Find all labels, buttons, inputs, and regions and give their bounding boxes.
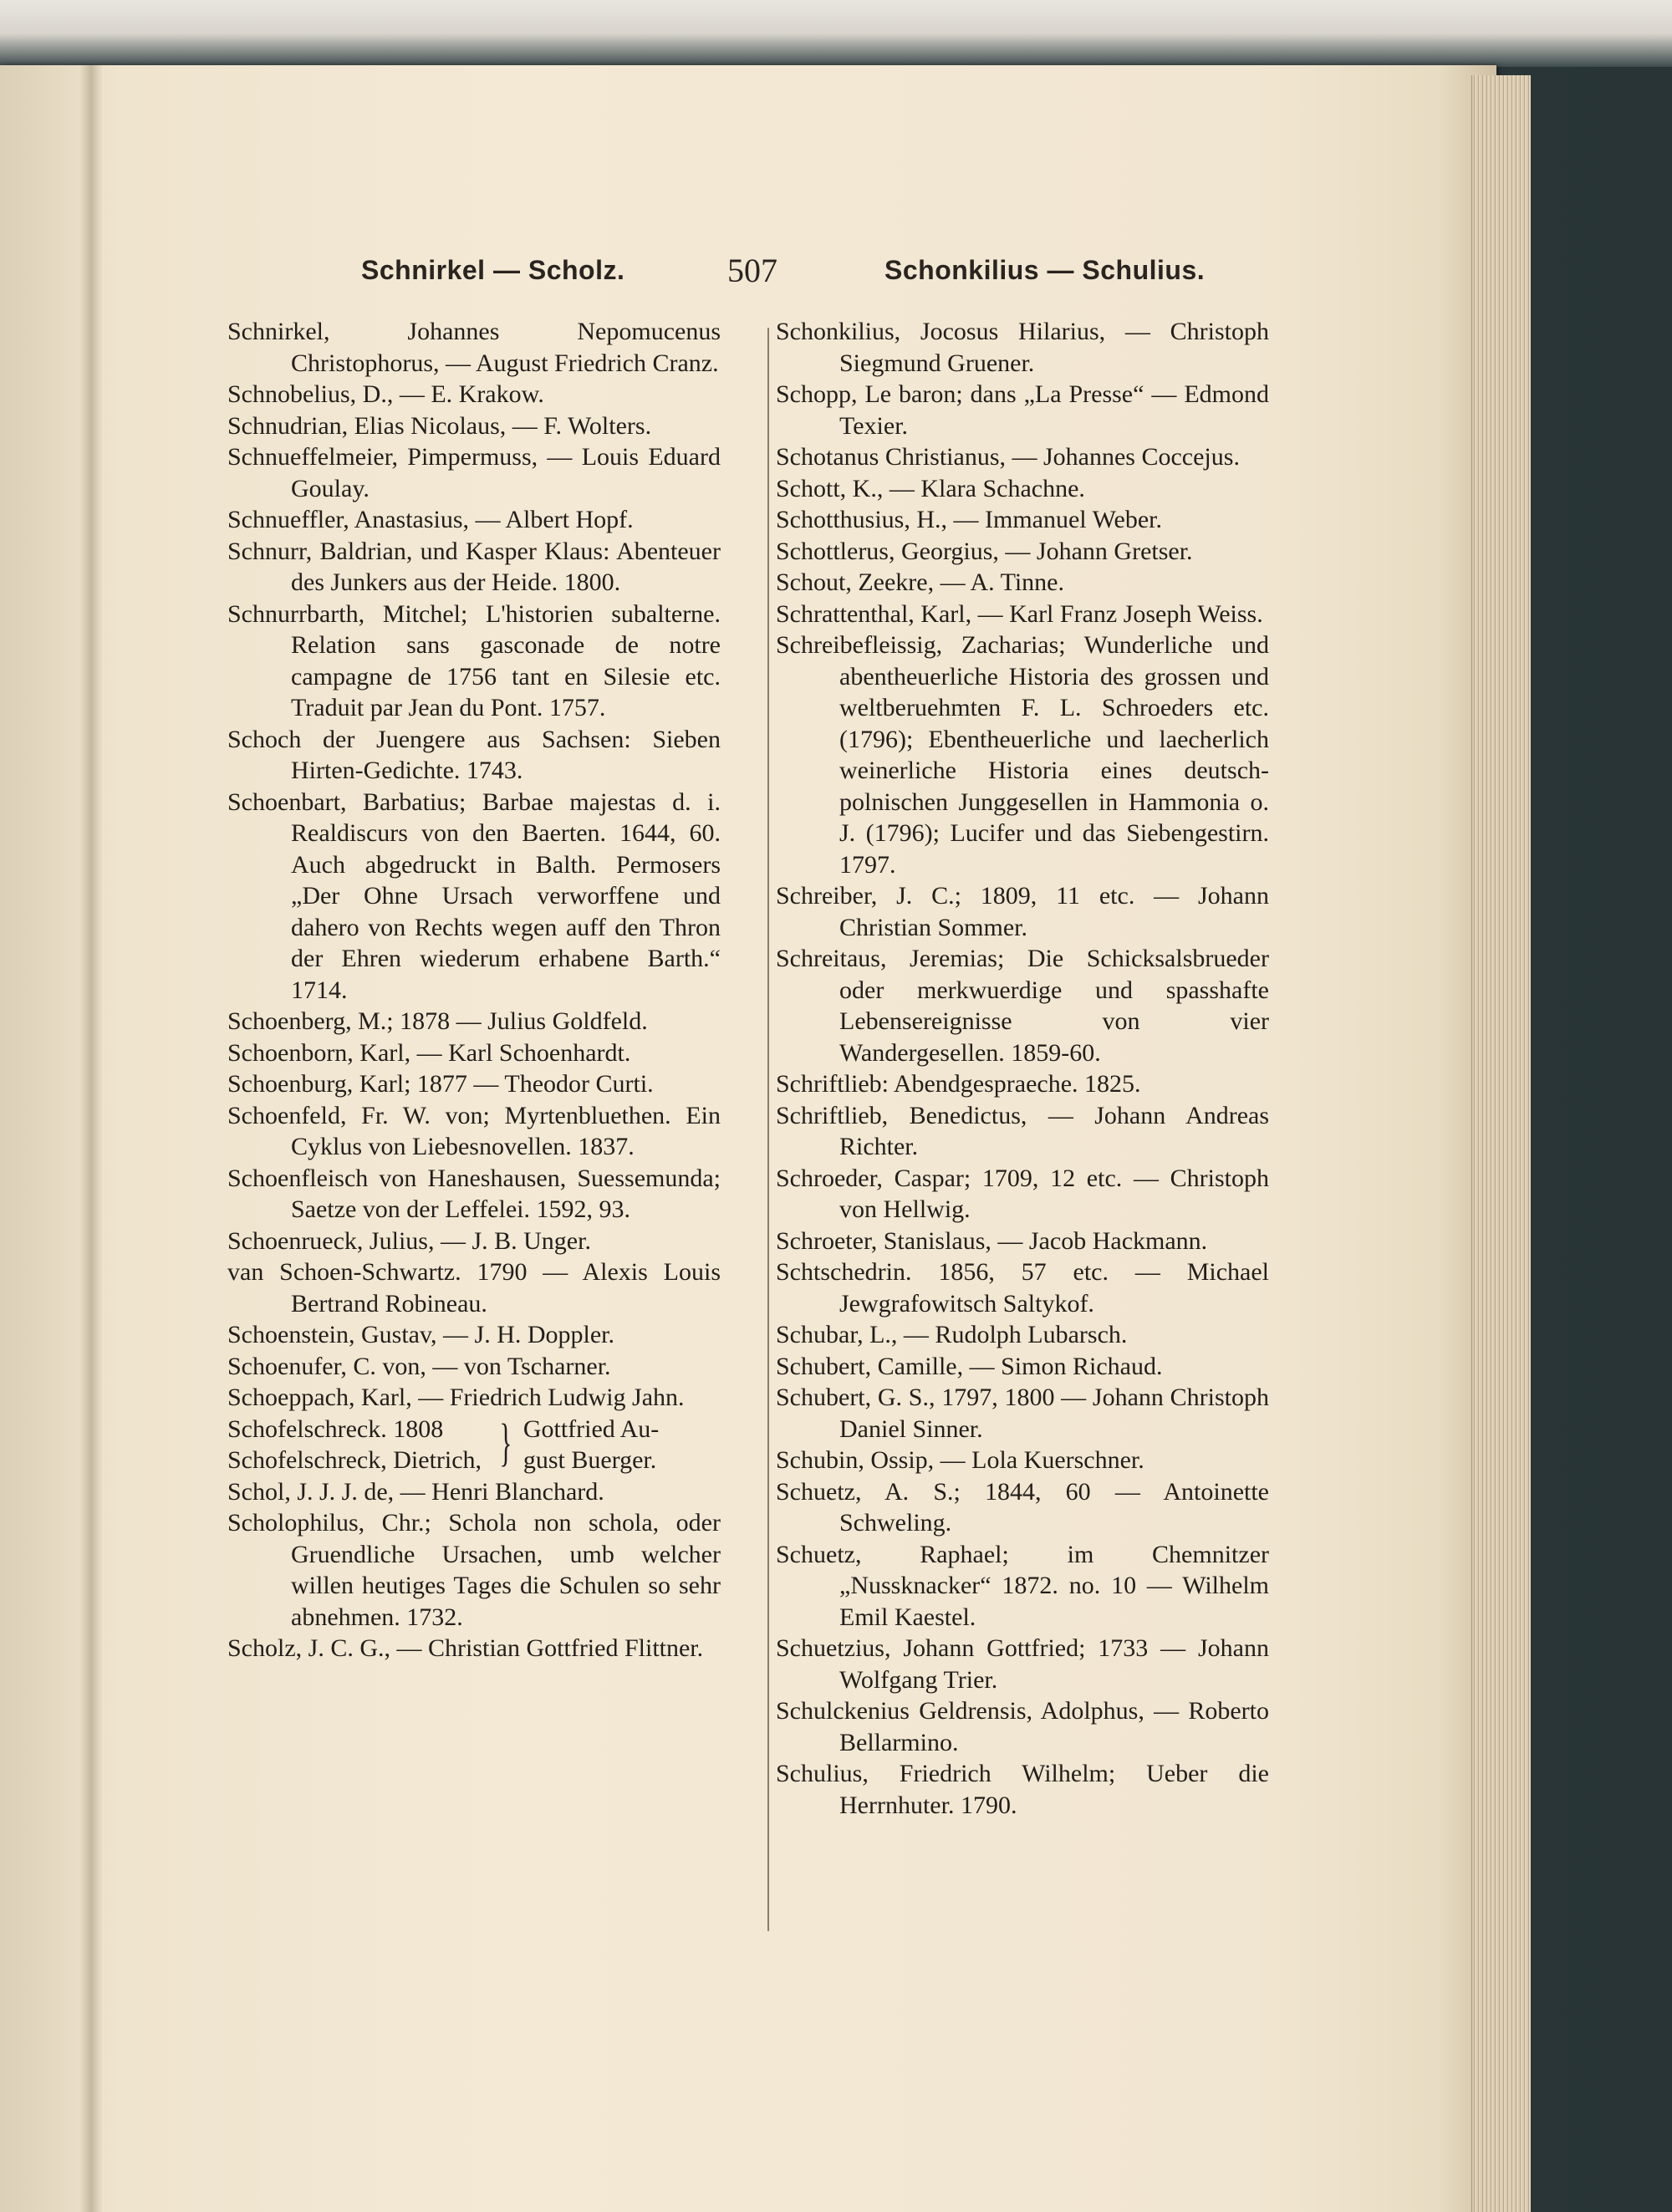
register-entry: Schonkilius, Jocosus Hilarius, — Christoph Siegmund Gruener. <box>776 318 1269 377</box>
register-entry: Schol, J. J. J. de, — Henri Blanchard. <box>227 1477 604 1506</box>
register-entry: Schoenrueck, Julius, — J. B. Unger. <box>227 1226 591 1255</box>
brace-names <box>227 1414 482 1476</box>
register-entry: Schopp, Le baron; dans „La Presse“ — Edmond Texier. <box>776 380 1269 440</box>
register-entry: Schoenfeld, Fr. W. von; Myrtenbluethen. Ein Cyklus von Liebesnovellen. 1837. <box>227 1101 721 1160</box>
register-entry: Scholophilus, Chr.; Schola non schola, oder Gruendliche Ursachen, umb welcher willen heutiges Tages die Schulen so sehr abnehmen. 1732. <box>227 1509 721 1631</box>
register-entry: Schottlerus, Georgius, — Johann Gretser. <box>776 537 1193 565</box>
register-entry: Schubert, G. S., 1797, 1800 — Johann Christoph Daniel Sinner. <box>776 1384 1269 1443</box>
register-entry: Schnurrbarth, Mitchel; L'historien subalterne. Relation sans gasconade de notre campagne de 1756 tant en Silesie etc. Traduit par Jean du Pont. 1757. <box>227 599 721 721</box>
register-entry: Schubar, L., — Rudolph Lubarsch. <box>776 1321 1128 1348</box>
register-entry: Schreibefleissig, Zacharias; Wunderliche und abentheuerliche Historia des grossen und weltberuehmten F. L. Schroeders etc. (1796); Ebentheuerliche und laecherlich weinerliche Historia eines deutsch-polnischen Junggesellen in Hammonia o. J. (1796); Lucifer und das Siebengestirn. 1797. <box>776 631 1269 879</box>
register-entry: Schreiber, J. C.; 1809, 11 etc. — Johann Christian Sommer. <box>776 882 1269 941</box>
register-entry: Schtschedrin. 1856, 57 etc. — Michael Jewgrafowitsch Saltykof. <box>776 1258 1269 1318</box>
register-entry: Schuetz, Raphael; im Chemnitzer „Nussknacker“ 1872. no. 10 — Wilhelm Emil Kaestel. <box>776 1540 1269 1631</box>
register-entry: Schreitaus, Jeremias; Die Schicksalsbrueder oder merkwuerdige und spasshafte Lebensereignisse von vier Wandergesellen. 1859-60. <box>776 945 1269 1067</box>
page-paper <box>0 65 1496 2212</box>
register-entry: Schnueffelmeier, Pimpermuss, — Louis Eduard Goulay. <box>227 443 721 502</box>
register-entry: Schriftlieb, Benedictus, — Johann Andreas Richter. <box>776 1101 1269 1160</box>
register-entry: Schriftlieb: Abendgespraeche. 1825. <box>776 1070 1141 1098</box>
brace-target-line: Gottfried Au- <box>522 1414 660 1443</box>
register-entry: Schulckenius Geldrensis, Adolphus, — Roberto Bellarmino. <box>776 1697 1269 1756</box>
page-edges <box>1471 75 1531 2212</box>
right-entries <box>776 316 1269 1821</box>
register-entry: van Schoen-Schwartz. 1790 — Alexis Louis Bertrand Robineau. <box>227 1258 721 1318</box>
register-entry: Schnueffler, Anastasius, — Albert Hopf. <box>227 506 634 533</box>
register-entry: Schubert, Camille, — Simon Richaud. <box>776 1352 1163 1380</box>
register-entry: Schotanus Christianus, — Johannes Coccejus. <box>776 443 1240 471</box>
register-entry: Schrattenthal, Karl, — Karl Franz Joseph Weiss. <box>776 599 1263 628</box>
register-entry: Schnobelius, D., — E. Krakow. <box>227 380 544 408</box>
brace-target <box>523 1414 721 1476</box>
page-number: 507 <box>727 252 777 289</box>
register-entry: Schroeter, Stanislaus, — Jacob Hackmann. <box>776 1226 1208 1255</box>
register-entry: Schoenufer, C. von, — von Tscharner. <box>227 1352 611 1380</box>
register-entry: Schnudrian, Elias Nicolaus, — F. Wolters. <box>227 411 652 440</box>
brace-target-line: gust Buerger. <box>522 1446 657 1474</box>
register-entry: Schubin, Ossip, — Lola Kuerschner. <box>776 1446 1144 1474</box>
left-column <box>227 316 721 1664</box>
brace-name-line: Schofelschreck. 1808 <box>227 1414 444 1443</box>
brace-name-line: Schofelschreck, Dietrich, <box>227 1446 482 1474</box>
running-header-left: Schnirkel — Scholz. <box>361 255 625 285</box>
left-after-entries <box>227 1476 721 1664</box>
register-entry: Schoenbart, Barbatius; Barbae majestas d. i. Realdiscurs von den Baerten. 1644, 60. Auch abgedruckt in Balth. Permosers „Der Ohne Ursach verworffene und dahero von Rechts wegen auff den Thron der Ehren wiederum erhabene Barth.“ 1714. <box>227 787 721 1004</box>
right-column <box>776 316 1269 1821</box>
register-entry: Schnirkel, Johannes Nepomucenus Christophorus, — August Friedrich Cranz. <box>227 318 721 377</box>
register-entry: Schuetzius, Johann Gottfried; 1733 — Johann Wolfgang Trier. <box>776 1634 1269 1694</box>
register-entry: Schoenstein, Gustav, — J. H. Doppler. <box>227 1321 615 1348</box>
column-divider <box>767 328 769 1931</box>
register-entry: Schroeder, Caspar; 1709, 12 etc. — Christoph von Hellwig. <box>776 1164 1269 1223</box>
curly-brace-icon: } <box>499 1414 512 1471</box>
register-entry: Schoenfleisch von Haneshausen, Suessemunda; Saetze von der Leffelei. 1592, 93. <box>227 1164 721 1223</box>
register-entry: Schoch der Juengere aus Sachsen: Sieben Hirten-Gedichte. 1743. <box>227 725 721 784</box>
register-entry: Schoenberg, M.; 1878 — Julius Goldfeld. <box>227 1007 648 1035</box>
register-entry: Schotthusius, H., — Immanuel Weber. <box>776 506 1162 533</box>
book-cover-top <box>0 0 1672 67</box>
register-entry: Schoeppach, Karl, — Friedrich Ludwig Jahn. <box>227 1384 685 1411</box>
register-entry: Schout, Zeekre, — A. Tinne. <box>776 568 1064 596</box>
brace-entry <box>227 1414 721 1476</box>
register-entry: Schulius, Friedrich Wilhelm; Ueber die Herrnhuter. 1790. <box>776 1760 1269 1819</box>
running-header-right: Schonkilius — Schulius. <box>884 255 1206 285</box>
register-entry: Schuetz, A. S.; 1844, 60 — Antoinette Schweling. <box>776 1477 1269 1537</box>
register-entry: Schoenburg, Karl; 1877 — Theodor Curti. <box>227 1070 654 1098</box>
register-entry: Schott, K., — Klara Schachne. <box>776 474 1085 502</box>
left-entries <box>227 316 721 1414</box>
register-entry: Schoenborn, Karl, — Karl Schoenhardt. <box>227 1038 631 1067</box>
register-entry: Schnurr, Baldrian, und Kasper Klaus: Abenteuer des Junkers aus der Heide. 1800. <box>227 537 721 596</box>
register-entry: Scholz, J. C. G., — Christian Gottfried Flittner. <box>227 1634 704 1662</box>
page-gutter <box>79 65 103 2212</box>
